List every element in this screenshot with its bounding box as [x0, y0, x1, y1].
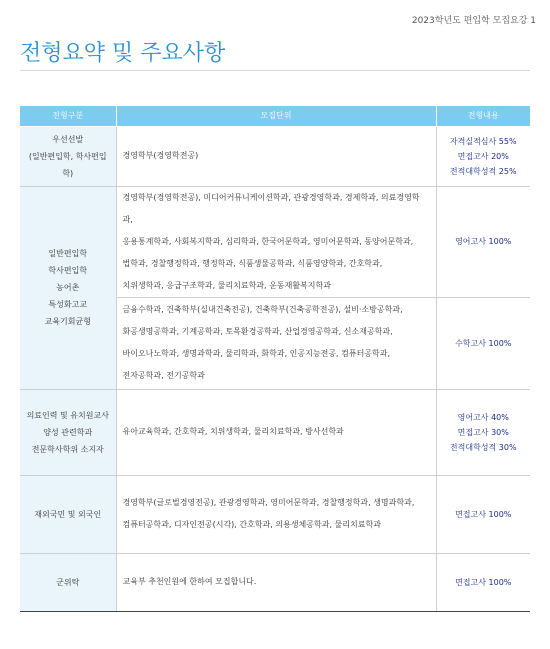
- content-line: 전적대학성적 30%: [449, 442, 517, 452]
- column-header-content: 전형내용: [436, 106, 530, 126]
- content-cell: [436, 186, 530, 297]
- content-line: 면접고사 100%: [455, 577, 512, 587]
- category-line: (일반편입학, 학사편입학): [28, 151, 107, 178]
- category-line: 일반편입학: [48, 249, 88, 258]
- category-cell: [20, 553, 116, 611]
- units-line: 교육부 추천인원에 한하여 모집합니다.: [122, 577, 257, 586]
- table-row: [20, 126, 530, 186]
- category-line: 의료인력 및 유치원교사: [26, 410, 109, 420]
- category-cell: [20, 389, 116, 475]
- content-line: 면접고사 20%: [457, 151, 509, 161]
- title-divider: [20, 70, 530, 71]
- units-line: 경영학부(경영학전공), 미디어커뮤니케이션학과, 관광경영학과, 경제학과, 의료경영학과,: [122, 192, 420, 224]
- table-row: [20, 186, 530, 297]
- category-cell: [20, 186, 116, 389]
- category-line: 우선선발: [52, 134, 84, 144]
- table-header-row: [20, 106, 530, 126]
- category-cell: [20, 126, 116, 186]
- content-line: 영어고사 100%: [455, 237, 512, 246]
- units-line: 바이오나노학과, 생명과학과, 물리학과, 화학과, 인공지능전공, 컴퓨터공학과,: [122, 349, 391, 358]
- content-line: 면접고사 100%: [455, 509, 512, 519]
- content-cell: [436, 297, 530, 389]
- category-line: 농어촌: [56, 283, 80, 292]
- content-line: 면접고사 30%: [457, 427, 509, 437]
- category-line: 교육기회균형: [44, 317, 91, 326]
- units-cell: [116, 553, 436, 611]
- content-cell: [436, 389, 530, 475]
- content-line: 수학고사 100%: [455, 338, 512, 348]
- units-cell: [116, 297, 436, 389]
- units-line: 경영학부(글로벌경영전공), 관광경영학과, 영미어문학과, 경찰행정학과, 생명과학과,: [122, 498, 415, 507]
- category-line: 양성 관련학과: [43, 427, 93, 437]
- table-row: [20, 475, 530, 553]
- units-line: 치위생학과, 응급구조학과, 물리치료학과, 운동재활복지학과: [122, 280, 331, 290]
- page-title: 전형요약 및 주요사항: [20, 41, 226, 66]
- units-cell: [116, 389, 436, 475]
- units-line: 전자공학과, 전기공학과: [122, 371, 205, 380]
- units-line: 경영학부(경영학전공): [122, 151, 199, 160]
- admission-summary-table: [20, 106, 530, 612]
- units-line: 법학과, 경찰행정학과, 행정학과, 식품생물공학과, 식품영양학과, 간호학과,: [122, 258, 383, 268]
- content-cell: [436, 475, 530, 553]
- units-cell: [116, 186, 436, 297]
- units-cell: [116, 126, 436, 186]
- category-cell: [20, 475, 116, 553]
- units-cell: [116, 475, 436, 553]
- table-row: [20, 553, 530, 611]
- category-line: 재외국민 및 외국인: [34, 509, 102, 519]
- content-line: 자격실적심사 55%: [449, 136, 517, 146]
- units-line: 컴퓨터공학과, 디자인전공(시각), 간호학과, 의용생체공학과, 물리치료학과: [122, 520, 381, 529]
- units-line: 유아교육학과, 간호학과, 치위생학과, 물리치료학과, 방사선학과: [122, 427, 344, 436]
- document-header-info: 2023학년도 편입학 모집요강 1: [411, 16, 536, 26]
- column-header-category: 전형구분: [20, 106, 116, 126]
- units-line: 화공생명공학과, 기계공학과, 토목환경공학과, 산업경영공학과, 신소재공학과,: [122, 327, 393, 336]
- content-line: 전적대학성적 25%: [449, 166, 517, 176]
- category-line: 군위탁: [56, 577, 80, 587]
- table-row: [20, 389, 530, 475]
- content-cell: [436, 126, 530, 186]
- category-line: 전문학사학위 소지자: [31, 444, 104, 454]
- column-header-units: 모집단위: [116, 106, 436, 126]
- units-line: 응용통계학과, 사회복지학과, 심리학과, 한국어문학과, 영미어문학과, 동양어문학과,: [122, 236, 414, 246]
- category-line: 학사편입학: [48, 266, 88, 275]
- content-line: 영어고사 40%: [457, 412, 509, 422]
- units-line: 금융수학과, 건축학부(실내건축전공), 건축학부(건축공학전공), 설비·소방공학과,: [122, 305, 403, 314]
- category-line: 특성화고교: [48, 300, 88, 309]
- content-cell: [436, 553, 530, 611]
